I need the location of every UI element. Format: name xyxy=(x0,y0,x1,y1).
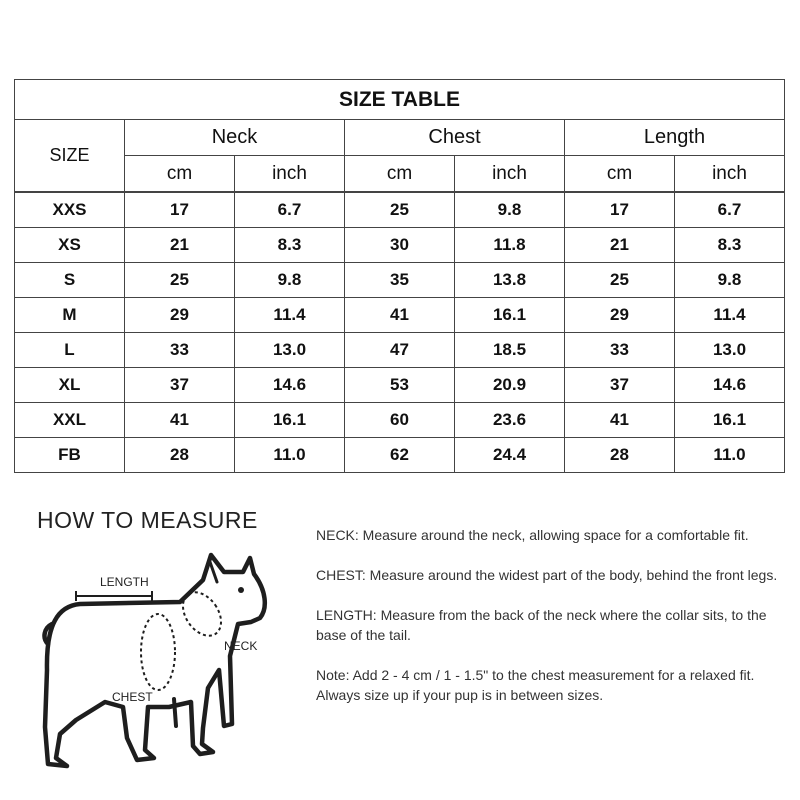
neck-cm-cell: 25 xyxy=(125,263,235,298)
chest-cm-cell: 30 xyxy=(345,228,455,263)
length-group-header: Length xyxy=(565,120,785,156)
neck-inch-cell: 11.0 xyxy=(235,438,345,473)
dog-measurement-illustration xyxy=(40,552,270,782)
size-cell: XL xyxy=(15,368,125,403)
length-inch-cell: 9.8 xyxy=(675,263,785,298)
size-cell: M xyxy=(15,298,125,333)
unit-header: inch xyxy=(675,156,785,193)
neck-inch-cell: 8.3 xyxy=(235,228,345,263)
neck-label: NECK xyxy=(224,639,258,653)
table-row xyxy=(15,438,785,473)
chest-measure-ellipse xyxy=(141,614,175,690)
neck-inch-cell: 11.4 xyxy=(235,298,345,333)
unit-header: inch xyxy=(455,156,565,193)
neck-inch-cell: 13.0 xyxy=(235,333,345,368)
unit-header: cm xyxy=(565,156,675,193)
table-row xyxy=(15,298,785,333)
neck-group-header: Neck xyxy=(125,120,345,156)
neck-cm-cell: 33 xyxy=(125,333,235,368)
table-row xyxy=(15,192,785,228)
table-row xyxy=(15,263,785,298)
length-inch-cell: 13.0 xyxy=(675,333,785,368)
length-cm-cell: 41 xyxy=(565,403,675,438)
length-cm-cell: 21 xyxy=(565,228,675,263)
neck-cm-cell: 28 xyxy=(125,438,235,473)
measure-instructions xyxy=(316,525,794,705)
fit-note xyxy=(316,665,794,705)
length-inch-cell: 16.1 xyxy=(675,403,785,438)
fit-note-line-1: Note: Add 2 - 4 cm / 1 - 1.5" to the chest measurement for a relaxed fit. xyxy=(316,667,755,683)
table-row xyxy=(15,228,785,263)
length-inch-cell: 8.3 xyxy=(675,228,785,263)
chest-cm-cell: 60 xyxy=(345,403,455,438)
neck-cm-cell: 37 xyxy=(125,368,235,403)
table-row xyxy=(15,368,785,403)
length-label: LENGTH xyxy=(100,575,149,589)
chest-inch-cell: 18.5 xyxy=(455,333,565,368)
length-cm-cell: 37 xyxy=(565,368,675,403)
table-title: SIZE TABLE xyxy=(15,80,785,120)
length-cm-cell: 28 xyxy=(565,438,675,473)
length-cm-cell: 25 xyxy=(565,263,675,298)
length-cm-cell: 17 xyxy=(565,192,675,228)
length-inch-cell: 11.0 xyxy=(675,438,785,473)
neck-inch-cell: 16.1 xyxy=(235,403,345,438)
dog-eye xyxy=(238,587,244,593)
chest-cm-cell: 35 xyxy=(345,263,455,298)
fit-note-line-2: Always size up if your pup is in between sizes. xyxy=(316,687,604,703)
length-cm-cell: 29 xyxy=(565,298,675,333)
length-inch-cell: 14.6 xyxy=(675,368,785,403)
chest-inch-cell: 11.8 xyxy=(455,228,565,263)
chest-cm-cell: 41 xyxy=(345,298,455,333)
neck-cm-cell: 21 xyxy=(125,228,235,263)
chest-inch-cell: 16.1 xyxy=(455,298,565,333)
neck-inch-cell: 14.6 xyxy=(235,368,345,403)
neck-cm-cell: 17 xyxy=(125,192,235,228)
dog-outline xyxy=(45,555,265,766)
dog-inner-leg xyxy=(174,699,176,726)
size-cell: XXS xyxy=(15,192,125,228)
table-row xyxy=(15,403,785,438)
chest-cm-cell: 62 xyxy=(345,438,455,473)
table-row xyxy=(15,333,785,368)
chest-inch-cell: 20.9 xyxy=(455,368,565,403)
how-to-measure-title: HOW TO MEASURE xyxy=(37,507,258,533)
size-table xyxy=(14,79,785,473)
size-cell: S xyxy=(15,263,125,298)
size-cell: XXL xyxy=(15,403,125,438)
unit-header: cm xyxy=(125,156,235,193)
length-inch-cell: 11.4 xyxy=(675,298,785,333)
chest-label: CHEST xyxy=(112,690,153,704)
chest-cm-cell: 25 xyxy=(345,192,455,228)
neck-measure-ellipse xyxy=(175,585,229,643)
chest-inch-cell: 23.6 xyxy=(455,403,565,438)
chest-cm-cell: 53 xyxy=(345,368,455,403)
neck-cm-cell: 29 xyxy=(125,298,235,333)
neck-instruction: NECK: Measure around the neck, allowing space for a comfortable fit. xyxy=(316,527,749,543)
neck-cm-cell: 41 xyxy=(125,403,235,438)
size-column-header: SIZE xyxy=(15,120,125,193)
length-inch-cell: 6.7 xyxy=(675,192,785,228)
chest-inch-cell: 13.8 xyxy=(455,263,565,298)
chest-instruction: CHEST: Measure around the widest part of the body, behind the front legs. xyxy=(316,567,778,583)
unit-header: cm xyxy=(345,156,455,193)
chest-group-header: Chest xyxy=(345,120,565,156)
size-cell: L xyxy=(15,333,125,368)
neck-inch-cell: 6.7 xyxy=(235,192,345,228)
neck-inch-cell: 9.8 xyxy=(235,263,345,298)
chest-inch-cell: 9.8 xyxy=(455,192,565,228)
size-cell: XS xyxy=(15,228,125,263)
length-instruction: LENGTH: Measure from the back of the neck where the collar sits, to the base of the tail. xyxy=(316,607,767,643)
unit-header: inch xyxy=(235,156,345,193)
chest-cm-cell: 47 xyxy=(345,333,455,368)
chest-inch-cell: 24.4 xyxy=(455,438,565,473)
length-cm-cell: 33 xyxy=(565,333,675,368)
size-cell: FB xyxy=(15,438,125,473)
